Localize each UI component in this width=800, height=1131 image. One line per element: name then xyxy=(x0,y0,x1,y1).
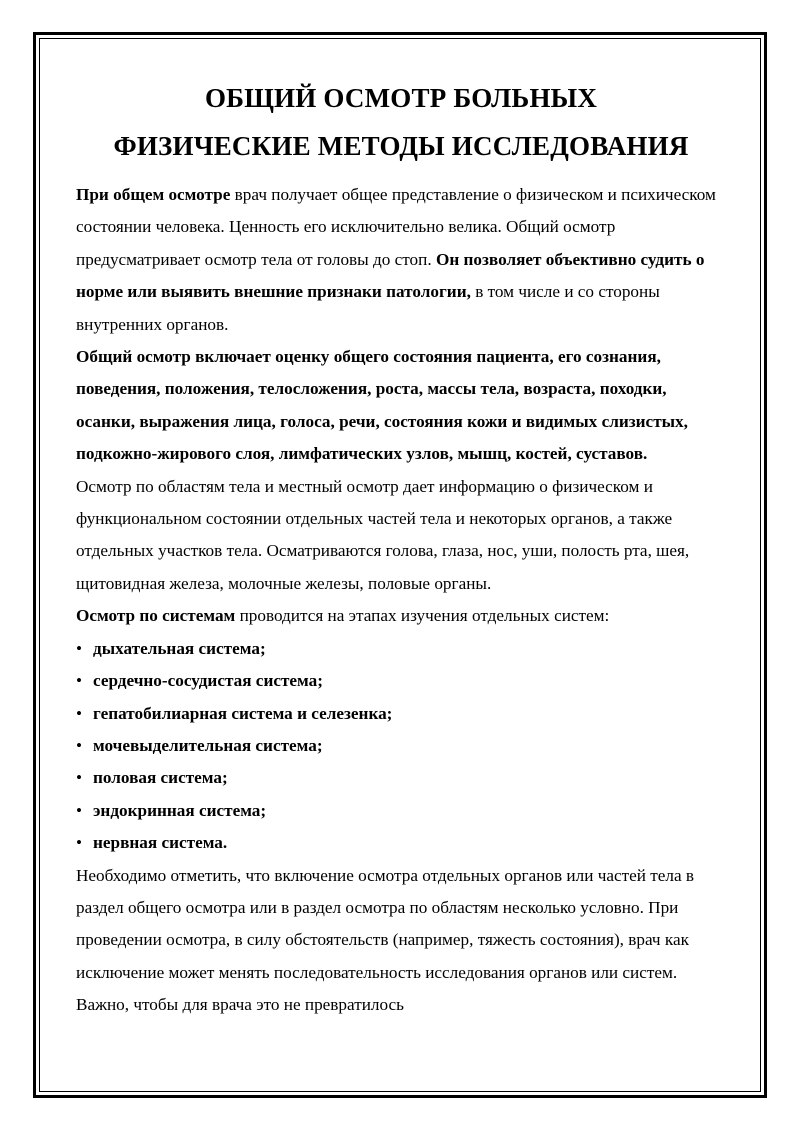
bullet-icon: • xyxy=(76,703,83,723)
list-item xyxy=(76,633,726,665)
bullet-icon: • xyxy=(76,735,83,755)
paragraph-regional-exam: Осмотр по областям тела и местный осмотр дает информацию о физическом и функциональном состоянии отдельных частей тела и некоторых органов, а также отдельных участков тела. Осматриваются голова, глаза, нос, уши, полость рта, шея, щитовидная железа, молочные железы, половые органы. xyxy=(76,476,690,593)
paragraph-text: в том числе и со стороны внутренних органов. xyxy=(76,282,660,334)
paragraph-general-exam-scope xyxy=(76,341,726,471)
systems-list xyxy=(76,633,726,860)
list-item-text: половая система; xyxy=(93,768,228,788)
list-item xyxy=(76,762,726,794)
list-item xyxy=(76,795,726,827)
document-title: ОБЩИЙ ОСМОТР БОЛЬНЫХ xyxy=(204,83,598,113)
list-item-text: гепатобилиарная система и селезенка; xyxy=(93,703,393,723)
paragraph-text: проводится на этапах изучения отдельных систем: xyxy=(235,606,610,626)
document-body xyxy=(76,74,726,1022)
bullet-icon: • xyxy=(76,638,83,658)
bold-phrase: Осмотр по системам xyxy=(76,606,236,626)
bullet-icon: • xyxy=(76,800,83,820)
list-item-text: мочевыделительная система; xyxy=(93,735,323,755)
bullet-icon: • xyxy=(76,833,83,853)
document-subtitle: ФИЗИЧЕСКИЕ МЕТОДЫ ИССЛЕДОВАНИЯ xyxy=(113,131,689,161)
list-item xyxy=(76,698,726,730)
bullet-icon: • xyxy=(76,671,83,691)
bullet-icon: • xyxy=(76,768,83,788)
paragraph-systems-exam xyxy=(76,600,726,632)
list-item-text: эндокринная система; xyxy=(93,800,267,820)
list-item xyxy=(76,730,726,762)
paragraph-exam-order-note: Необходимо отметить, что включение осмотра отдельных органов или частей тела в раздел общего осмотра или в раздел осмотра по областям несколько условно. При проведении осмотра, в силу обстоятельств (например, тяжесть состояния), врач как исключение может менять последовательность исследования органов или систем. Важно, чтобы для врача это не превратилось xyxy=(76,865,694,1015)
bold-paragraph-text: Общий осмотр включает оценку общего состояния пациента, его сознания, поведения, положения, телосложения, роста, массы тела, возраста, походки, осанки, выражения лица, голоса, речи, состояния кожи и видимых слизистых, подкожно-жирового слоя, лимфатических узлов, мышц, костей, суставов. xyxy=(76,347,688,464)
list-item xyxy=(76,665,726,697)
bold-phrase: Он позволяет объективно судить о норме или выявить внешние признаки патологии, xyxy=(76,249,705,302)
bold-phrase: При общем осмотре xyxy=(76,185,231,204)
list-item xyxy=(76,827,726,859)
paragraph-text: врач получает общее представление о физическом и психическом состоянии человека. Ценность его исключительно велика. Общий осмотр предусматривает осмотр тела от головы до стоп. xyxy=(76,185,716,269)
list-item-text: дыхательная система; xyxy=(93,638,266,658)
list-item-text: нервная система. xyxy=(93,833,228,853)
list-item-text: сердечно-сосудистая система; xyxy=(93,671,323,691)
paragraph-general-exam-intro xyxy=(76,179,726,341)
